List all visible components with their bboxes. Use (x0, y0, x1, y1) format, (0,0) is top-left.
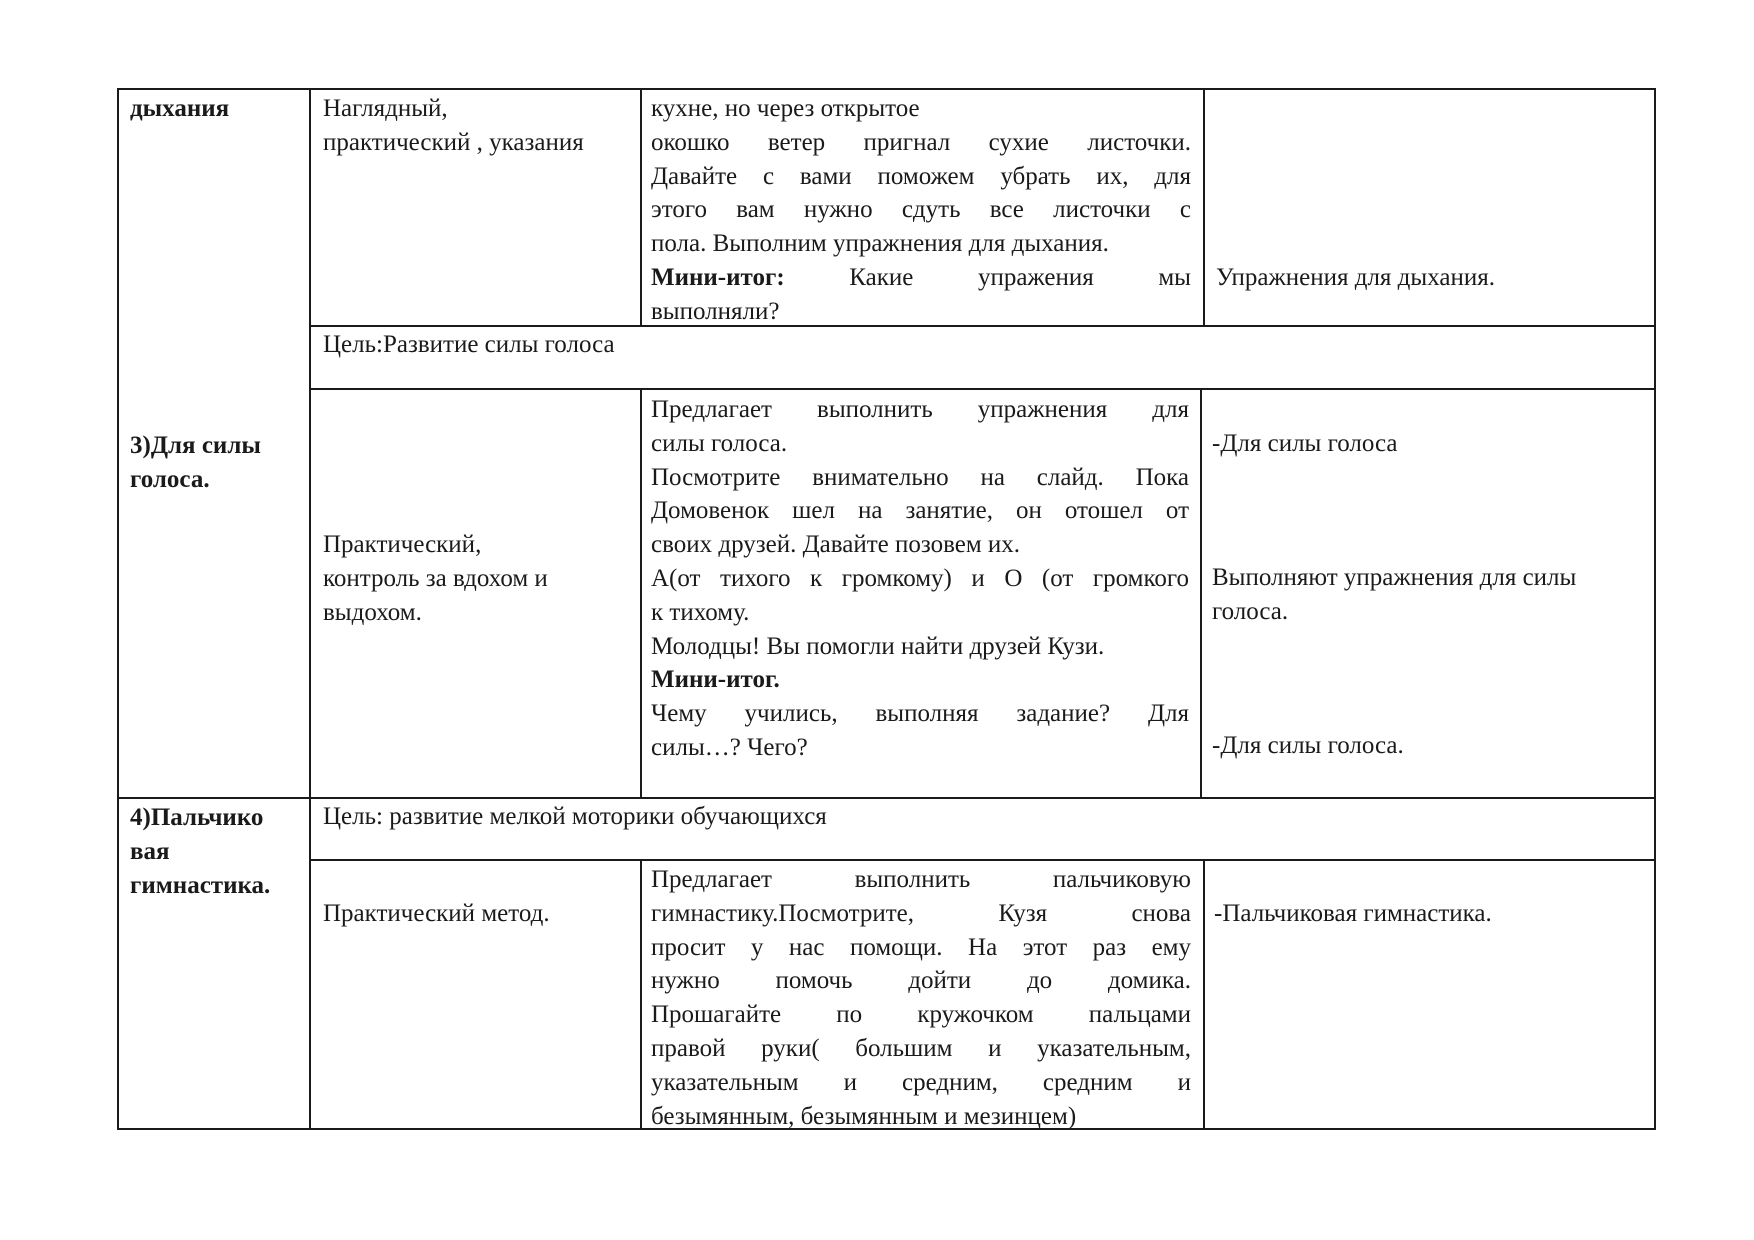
column-divider (1200, 388, 1202, 798)
student-activity-cell: -Для силы голоса (1212, 430, 1398, 457)
column-divider (1203, 88, 1205, 326)
student-activity-cell: Выполняют упражнения для силы голоса. (1212, 564, 1577, 625)
stage-voice-strength: 3)Для силы голоса. (130, 432, 261, 493)
stage-breathing: дыхания (130, 95, 230, 122)
stage-finger-gymnastics: 4)Пальчико вая гимнастика. (130, 804, 271, 899)
student-activity-cell: -Пальчиковая гимнастика. (1214, 900, 1492, 927)
table-border-right (1654, 88, 1656, 1130)
methods-cell: Наглядный, практический , указания (323, 95, 584, 156)
goal-fine-motor: Цель: развитие мелкой моторики обучающихся (323, 803, 827, 830)
goal-voice-strength: Цель:Развитие силы голоса (323, 331, 615, 358)
methods-cell: Практический метод. (323, 900, 550, 927)
table-border-left (117, 88, 119, 1130)
table-border-top (118, 88, 1656, 90)
teacher-activity-cell: кухне, но через открытое окошко ветер пригнал сухие листочки. Давайте с вами поможем убрать их, для этого вам нужно сдуть все листочки с пола. Выполним упражнения для дыхания. Мини-итог: Какие упражения мы выполняли? (651, 95, 1191, 325)
teacher-activity-cell: Предлагает выполнить упражнения для силы голоса. Посмотрите внимательно на слайд. Пока Домовенок шел на занятие, он отошел от своих друзей. Давайте позовем их. А(от тихого к громкому) и О (от громкого к тихому. Молодцы! Вы помогли найти друзей Кузи. Мини-итог. Чему учились, выполняя задание? Для силы…? Чего? (651, 396, 1189, 761)
student-activity-cell: Упражнения для дыхания. (1216, 264, 1495, 291)
column-divider (640, 88, 642, 326)
methods-cell: Практический, контроль за вдохом и выдохом. (323, 531, 548, 626)
row-divider (310, 388, 1656, 390)
row-divider (310, 859, 1656, 861)
column-divider (640, 859, 642, 1130)
mini-summary-line: Мини-итог: Какие упражения мы (651, 263, 1191, 291)
teacher-activity-cell: Предлагает выполнить пальчиковую гимнастику.Посмотрите, Кузя снова просит у нас помощи. На этот раз ему нужно помочь дойти до домика. Прошагайте по кружочком пальцами правой руки( большим и указательным, указательным и средним, средним и безымянным, безымянным и мезинцем) (651, 866, 1191, 1130)
student-activity-cell: -Для силы голоса. (1212, 732, 1404, 759)
column-divider (640, 388, 642, 798)
column-divider (309, 88, 311, 1130)
column-divider (1203, 859, 1205, 1130)
row-divider (118, 797, 1656, 799)
